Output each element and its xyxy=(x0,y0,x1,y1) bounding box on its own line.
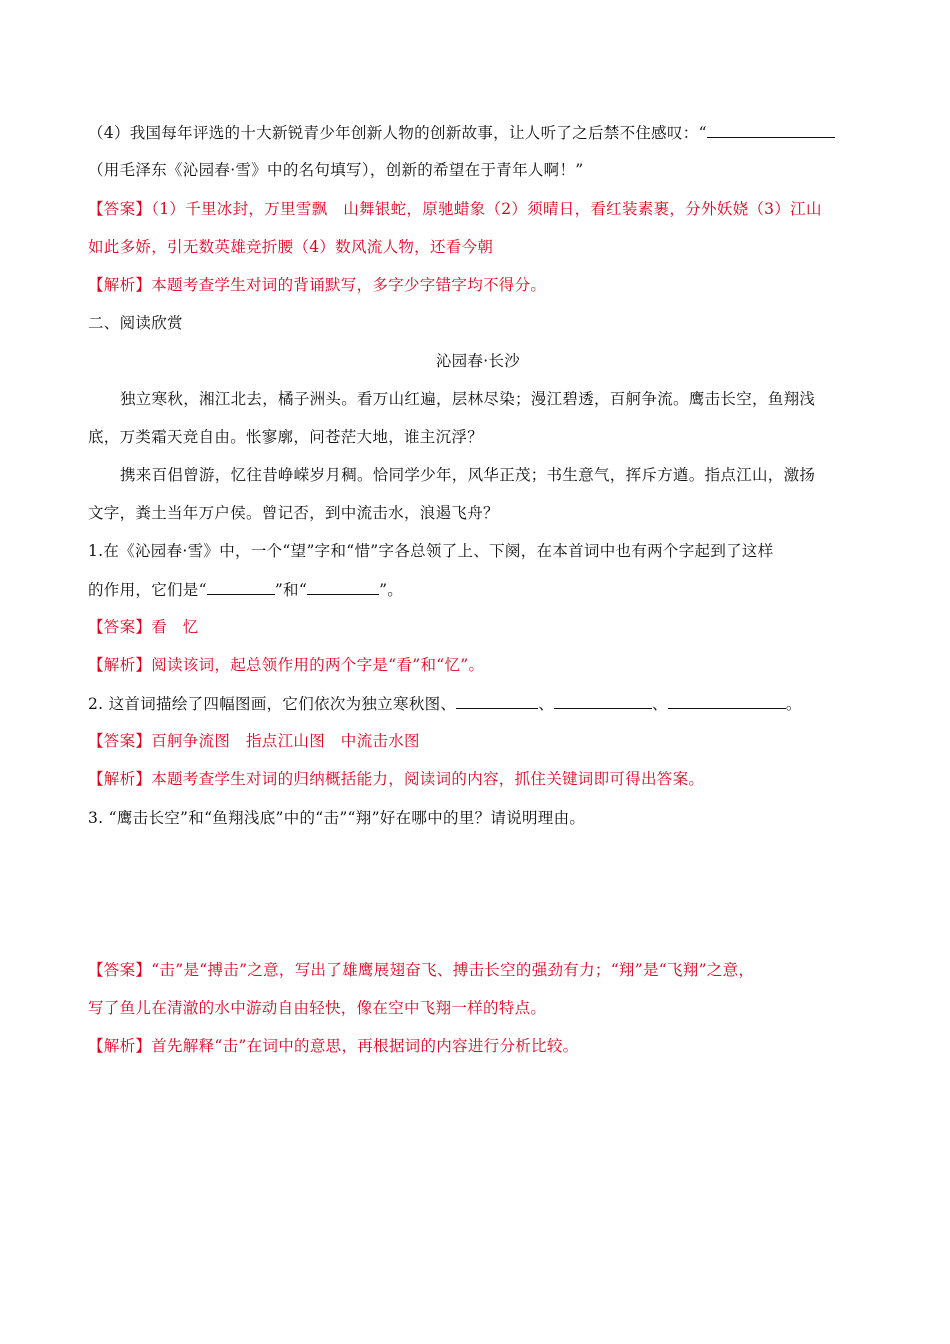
analysis-q2: 【解析】本题考查学生对词的归纳概括能力，阅读词的内容，抓住关键词即可得出答案。 xyxy=(88,770,705,788)
poem-paragraph-2-line-2: 文字，粪土当年万户侯。曾记否，到中流击水，浪遏飞舟？ xyxy=(88,504,499,522)
question-1-text-b: ”和“ xyxy=(274,581,308,599)
separator: 、 xyxy=(652,695,668,713)
analysis-q1: 【解析】阅读该词，起总领作用的两个字是“看”和“忆”。 xyxy=(88,656,485,674)
answer-q3-line-2: 写了鱼儿在清澈的水中游动自由轻快，像在空中飞翔一样的特点。 xyxy=(88,999,547,1017)
question-1-line-2 xyxy=(88,579,868,600)
answer-q2: 【答案】百舸争流图 指点江山图 中流击水图 xyxy=(88,732,420,750)
poem-paragraph-1-line-1: 独立寒秋，湘江北去，橘子洲头。看万山红遍，层林尽染；漫江碧透，百舸争流。鹰击长空，鱼翔浅 xyxy=(120,390,816,408)
question-3: 3. “鹰击长空”和“鱼翔浅底”中的“击”“翔”好在哪中的里？请说明理由。 xyxy=(88,809,586,827)
fill-in-blank[interactable] xyxy=(707,122,835,138)
separator: 、 xyxy=(538,695,555,713)
answer-1-line-2: 如此多娇，引无数英雄竞折腰（4）数风流人物，还看今朝 xyxy=(88,238,494,256)
analysis-q3: 【解析】首先解释“击”在词中的意思，再根据词的内容进行分析比较。 xyxy=(88,1037,579,1055)
question-4-line-2: （用毛泽东《沁园春·雪》中的名句填写），创新的希望在于青年人啊！” xyxy=(88,161,584,179)
question-2-end: 。 xyxy=(785,695,802,713)
fill-in-blank[interactable] xyxy=(554,693,652,709)
analysis-1: 【解析】本题考查学生对词的背诵默写，多字少字错字均不得分。 xyxy=(88,276,547,294)
question-4-line-1 xyxy=(88,122,868,143)
question-2-text: 2. 这首词描绘了四幅图画，它们依次为独立寒秋图、 xyxy=(88,695,457,713)
section-2-heading: 二、阅读欣赏 xyxy=(88,314,183,332)
fill-in-blank[interactable] xyxy=(456,693,538,709)
poem-paragraph-1-line-2: 底，万类霜天竞自由。怅寥廓，问苍茫大地，谁主沉浮？ xyxy=(88,428,484,446)
poem-paragraph-2-line-1: 携来百侣曾游，忆往昔峥嵘岁月稠。恰同学少年，风华正茂；书生意气，挥斥方遒。指点江山，激扬 xyxy=(120,466,816,484)
answer-q3-line-1: 【答案】“击”是“搏击”之意，写出了雄鹰展翅奋飞、搏击长空的强劲有力；“翔”是“飞翔”之意， xyxy=(88,961,755,979)
answer-1-line-1: 【答案】（1）千里冰封，万里雪飘 山舞银蛇，原驰蜡象（2）须晴日，看红装素裹，分外妖娆（3）江山 xyxy=(88,200,822,218)
fill-in-blank[interactable] xyxy=(207,579,275,595)
poem-title: 沁园春·长沙 xyxy=(435,352,521,370)
question-2 xyxy=(88,693,868,714)
fill-in-blank[interactable] xyxy=(668,693,786,709)
question-1-text-a: 的作用，它们是“ xyxy=(88,581,207,599)
answer-q1: 【答案】看 忆 xyxy=(88,618,199,636)
question-4-text: （4）我国每年评选的十大新锐青少年创新人物的创新故事，让人听了之后禁不住感叹：“ xyxy=(88,124,707,142)
question-1-line-1: 1.在《沁园春·雪》中，一个“望”字和“惜”字各总领了上、下阕，在本首词中也有两个字起到了这样 xyxy=(88,542,774,560)
question-1-text-c: ”。 xyxy=(379,581,404,599)
fill-in-blank[interactable] xyxy=(307,579,379,595)
